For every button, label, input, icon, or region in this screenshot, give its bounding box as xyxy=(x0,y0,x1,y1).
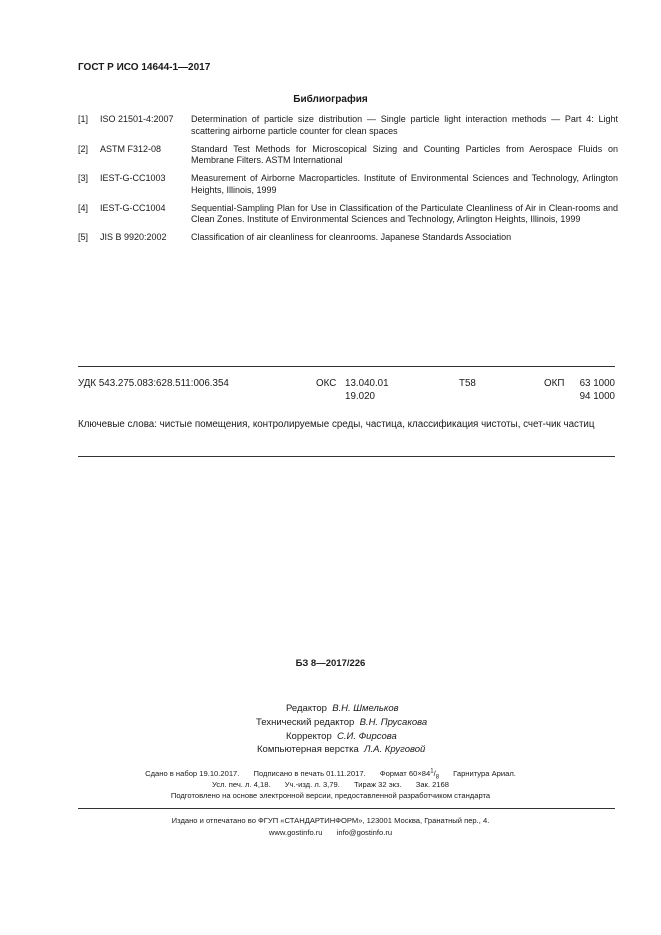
staff-name: В.Н. Прусакова xyxy=(359,717,428,728)
bibliography-standard: ISO 21501-4:2007 xyxy=(100,114,174,124)
imprint-line-4: Издано и отпечатано во ФГУП «СТАНДАРТИНФОРМ», 123001 Москва, Гранатный пер., 4. xyxy=(171,816,490,825)
imprint-format-label: Формат 60×84 xyxy=(379,768,431,778)
imprint-line-1 xyxy=(0,768,661,780)
imprint-signed: Подписано в печать 01.11.2017. xyxy=(253,768,366,778)
bibliography-number: [3] xyxy=(78,173,89,183)
imprint-line-2 xyxy=(0,780,661,789)
bibliography-item xyxy=(78,114,618,137)
okp-code-2: 94 1000 xyxy=(579,391,615,402)
bibliography-number: [2] xyxy=(78,143,89,154)
imprint-run: Тираж 32 экз. xyxy=(353,780,402,789)
bibliography-item xyxy=(78,173,618,196)
bibliography-number: [5] xyxy=(78,232,89,242)
imprint-website-link[interactable]: www.gostinfo.ru xyxy=(268,828,323,837)
imprint-line-5 xyxy=(0,828,661,837)
imprint-format-sup: 1 xyxy=(430,768,434,774)
imprint-font: Гарнитура Ариал. xyxy=(453,768,516,778)
classification-block xyxy=(78,377,615,403)
bibliography-item xyxy=(78,232,618,244)
bibliography-standard: JIS B 9920:2002 xyxy=(100,232,167,242)
bibliography-standard: ASTM F312-08 xyxy=(100,143,162,154)
imprint-order: Зак. 2168 xyxy=(415,780,449,789)
bibliography-title: Библиография xyxy=(293,94,368,105)
t-code: Т58 xyxy=(459,378,476,389)
imprint-format-sub: 8 xyxy=(435,774,440,781)
staff-role: Технический редактор xyxy=(256,717,355,728)
divider-bottom xyxy=(78,456,615,457)
bibliography-text: Measurement of Airborne Macroparticles. Institute of Environmental Sciences and Technology, Arlington Heights, Illinois, 1999 xyxy=(191,173,618,195)
udk-code: УДК 543.275.083:628.511:006.354 xyxy=(78,378,229,389)
staff-role: Корректор xyxy=(286,731,332,742)
bibliography-text: Standard Test Methods for Microscopical Sizing and Counting Particles from Aerospace Fluids on Membrane Filters. ASTM International xyxy=(191,143,618,165)
imprint-format: Формат $60\times 84^1/_8$ xyxy=(379,768,440,781)
divider-top xyxy=(78,366,615,367)
bibliography-text: Sequential-Sampling Plan for Use in Classification of the Particulate Cleanliness of Air in Clean-rooms and Clean Zones. Institute of Environmental Sciences and Technology, Arlington Heights, Illinois, 1999 xyxy=(191,202,618,224)
bz-number: БЗ 8—2017/226 xyxy=(295,658,366,669)
bibliography-item xyxy=(78,203,618,226)
oks-code-1: 13.040.01 xyxy=(345,378,389,389)
bibliography-standard: IEST-G-CC1003 xyxy=(100,173,166,183)
staff-row xyxy=(257,744,425,755)
okp-label: ОКП xyxy=(544,378,565,389)
imprint-pub-sheets: Уч.-изд. л. 3,79. xyxy=(284,780,340,789)
oks-label: ОКС xyxy=(316,378,337,389)
imprint-email-link[interactable]: info@gostinfo.ru xyxy=(336,828,393,837)
bibliography-item xyxy=(78,144,618,167)
bibliography-number: [4] xyxy=(78,202,89,213)
staff-row xyxy=(286,731,397,742)
bibliography-text: Determination of particle size distribution — Single particle light interaction methods — Part 4: Light scattering airborne particle counter for clean spaces xyxy=(191,114,618,136)
imprint-print-sheets: Усл. печ. л. 4,18. xyxy=(212,780,271,789)
imprint-line-3: Подготовлено на основе электронной версии, предоставленной разработчиком стандарта xyxy=(170,791,491,800)
oks-code-2: 19.020 xyxy=(345,391,375,402)
imprint-submitted: Сдано в набор 19.10.2017. xyxy=(145,768,240,778)
bibliography-standard: IEST-G-CC1004 xyxy=(100,202,166,213)
bibliography-text: Classification of air cleanliness for cleanrooms. Japanese Standards Association xyxy=(191,232,512,242)
staff-row xyxy=(256,717,427,728)
okp-code-1: 63 1000 xyxy=(579,378,615,389)
bibliography-list xyxy=(78,114,618,250)
staff-name: Л.А. Круговой xyxy=(364,744,426,755)
staff-name: С.И. Фирсова xyxy=(337,731,397,742)
standard-code: ГОСТ Р ИСО 14644-1—2017 xyxy=(78,62,211,73)
bibliography-number: [1] xyxy=(78,114,89,124)
divider-imprint xyxy=(78,808,615,809)
staff-row xyxy=(286,703,399,714)
keywords: Ключевые слова: чистые помещения, контролируемые среды, частица, классификация чистоты, счет-чик частиц xyxy=(78,419,595,430)
staff-name: В.Н. Шмельков xyxy=(332,703,399,714)
staff-role: Компьютерная верстка xyxy=(257,744,359,755)
staff-role: Редактор xyxy=(286,703,327,714)
